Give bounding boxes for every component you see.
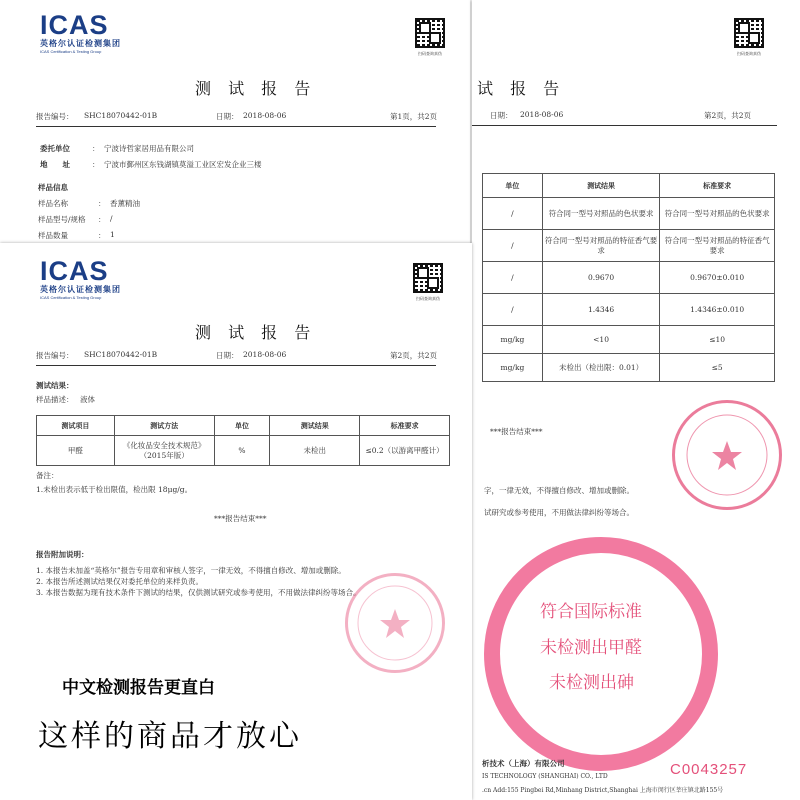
appendix-label: 报告附加说明： xyxy=(36,550,89,559)
formaldehyde-table xyxy=(36,415,450,466)
col-requirement: 标准要求 xyxy=(660,174,775,198)
address-label: 地 址 xyxy=(40,160,70,169)
table-row: / 1.4346 1.4346±0.010 xyxy=(483,294,775,326)
client-label: 委托单位 xyxy=(40,144,70,153)
end-mark: ***报告结束*** xyxy=(490,427,543,436)
qr-code-icon xyxy=(415,18,445,48)
page-number: 第1页，共2页 xyxy=(390,112,438,121)
divider xyxy=(36,126,436,127)
col-unit: 单位 xyxy=(483,174,543,198)
remark-text: 1.未检出表示低于检出限值，检出限 18μg/g。 xyxy=(36,485,193,494)
table-row: / 符合同一型号对照品的特征香气要求 符合同一型号对照品的特征香气要求 xyxy=(483,230,775,262)
sample-desc-label: 样品描述： xyxy=(36,395,74,404)
page-title: 测 试 报 告 xyxy=(195,79,317,98)
badge-line-3: 未检测出砷 xyxy=(549,673,634,693)
divider xyxy=(472,125,777,126)
table-row: / 0.9670 0.9670±0.010 xyxy=(483,262,775,294)
report-no-label: 报告编号： xyxy=(36,351,74,360)
qr-caption: 扫码查询真伪 xyxy=(416,296,440,301)
end-mark: ***报告结束*** xyxy=(214,514,267,523)
appendix-line: 2. 本报告所述测试结果仅对委托单位的来样负责。 xyxy=(36,577,204,586)
divider xyxy=(36,365,436,366)
sample-info-heading: 样品信息 xyxy=(38,183,68,192)
remark-label: 备注： xyxy=(36,471,59,480)
appendix-line: 3. 本报告数据为现有技术条件下测试的结果，仅供测试研究或参考使用，不用做法律纠纷等场合。 xyxy=(36,588,361,597)
caption-line-1: 中文检测报告更直白 xyxy=(62,678,215,698)
sample-model-value: / xyxy=(110,214,113,223)
icas-logo: ICAS 英格尔认证检测集团 ICAS Certification & Testing Group xyxy=(40,10,121,54)
badge-line-1: 符合国际标准 xyxy=(540,602,642,622)
sample-qty-label: 样品数量 xyxy=(38,231,68,240)
report-page-3 xyxy=(0,243,472,800)
client-value: 宁波诗哲家居用品有限公司 xyxy=(104,144,194,153)
table-row: mg/kg <10 ≤10 xyxy=(483,326,775,354)
report-no: SHC18070442-01B xyxy=(84,350,158,359)
date: 2018-08-06 xyxy=(243,350,287,359)
official-seal xyxy=(345,573,445,673)
page-number: 第2页，共2页 xyxy=(390,351,438,360)
table-row: / 符合同一型号对照品的色状要求 符合同一型号对照品的色状要求 xyxy=(483,198,775,230)
date-label: 日期： xyxy=(216,351,239,360)
qr-caption: 扫码查询真伪 xyxy=(737,51,761,56)
serial-number: C0043257 xyxy=(670,761,748,778)
results-label: 测试结果： xyxy=(36,381,74,390)
sample-qty-value: 1 xyxy=(110,230,115,239)
col-result: 测试结果 xyxy=(542,174,660,198)
note-line: 字，一律无效，不得擅自修改、增加或删除。 xyxy=(484,486,634,495)
page-title: 测 试 报 告 xyxy=(195,323,317,342)
qr-code-icon xyxy=(734,18,764,48)
sample-desc-value: 液体 xyxy=(80,395,95,404)
table-header-row xyxy=(483,174,775,198)
note-line: 试研究或参考使用，不用做法律纠纷等场合。 xyxy=(484,508,634,517)
badge-line-2: 未检测出甲醛 xyxy=(540,638,642,658)
date-label: 日期： xyxy=(216,112,239,121)
results-table xyxy=(482,173,775,382)
caption-line-2: 这样的商品才放心 xyxy=(38,719,302,754)
date: 2018-08-06 xyxy=(520,110,564,119)
lab-address: .cn Add:155 Pingbei Rd,Minhang District,Shanghai 上海市闵行区莘庄镇北路155号 xyxy=(482,787,724,794)
report-no-label: 报告编号： xyxy=(36,112,74,121)
appendix-line: 1. 本报告未加盖“英格尔”报告专用章和审核人签字，一律无效，不得擅自修改、增加或删除。 xyxy=(36,566,346,575)
page-title: 试 报 告 xyxy=(477,79,566,98)
qr-caption: 扫码查询真伪 xyxy=(418,51,442,56)
page-number: 第2页，共2页 xyxy=(704,111,752,120)
report-no: SHC18070442-01B xyxy=(84,111,158,120)
table-row: 甲醛 《化妆品安全技术规范》（2015年版） % 未检出 ≤0.2（以游离甲醛计） xyxy=(37,436,450,466)
sample-model-label: 样品型号/规格 xyxy=(38,215,86,224)
sample-name-label: 样品名称 xyxy=(38,199,68,208)
date-label: 日期： xyxy=(490,111,513,120)
lab-name-en: IS TECHNOLOGY (SHANGHAI) CO., LTD xyxy=(482,773,608,780)
lab-name: 析技术（上海）有限公司 xyxy=(482,759,565,768)
icas-logo: ICAS 英格尔认证检测集团 ICAS Certification & Testing Group xyxy=(40,256,121,300)
official-seal xyxy=(672,400,782,510)
sample-name-value: 香薰精油 xyxy=(110,199,140,208)
date: 2018-08-06 xyxy=(243,111,287,120)
report-page-2 xyxy=(472,0,800,800)
table-row: mg/kg 未检出（检出限：0.01） ≤5 xyxy=(483,354,775,382)
qr-code-icon xyxy=(413,263,443,293)
table-header-row: 测试项目 测试方法 单位 测试结果 标准要求 xyxy=(37,416,450,436)
address-value: 宁波市鄞州区东钱湖镇莫溢工业区宏发企业三楼 xyxy=(104,160,262,169)
report-page-1: ICAS 英格尔认证检测集团 ICAS Certification & Testing Group 扫码查询真伪 测 试 报 告 报告编号： SHC18070442-01B 日期： 2018-08-06 第1页，共2页 委托单位 ： 宁波诗哲家居用品有限公司 地 址 ： 宁波市鄞州区东钱湖镇莫溢工业区宏发企业三楼 样品信息 样品名称 ： 香薰精油 样品型号/规格 ： / 样品数量 ： 1 xyxy=(0,0,470,245)
